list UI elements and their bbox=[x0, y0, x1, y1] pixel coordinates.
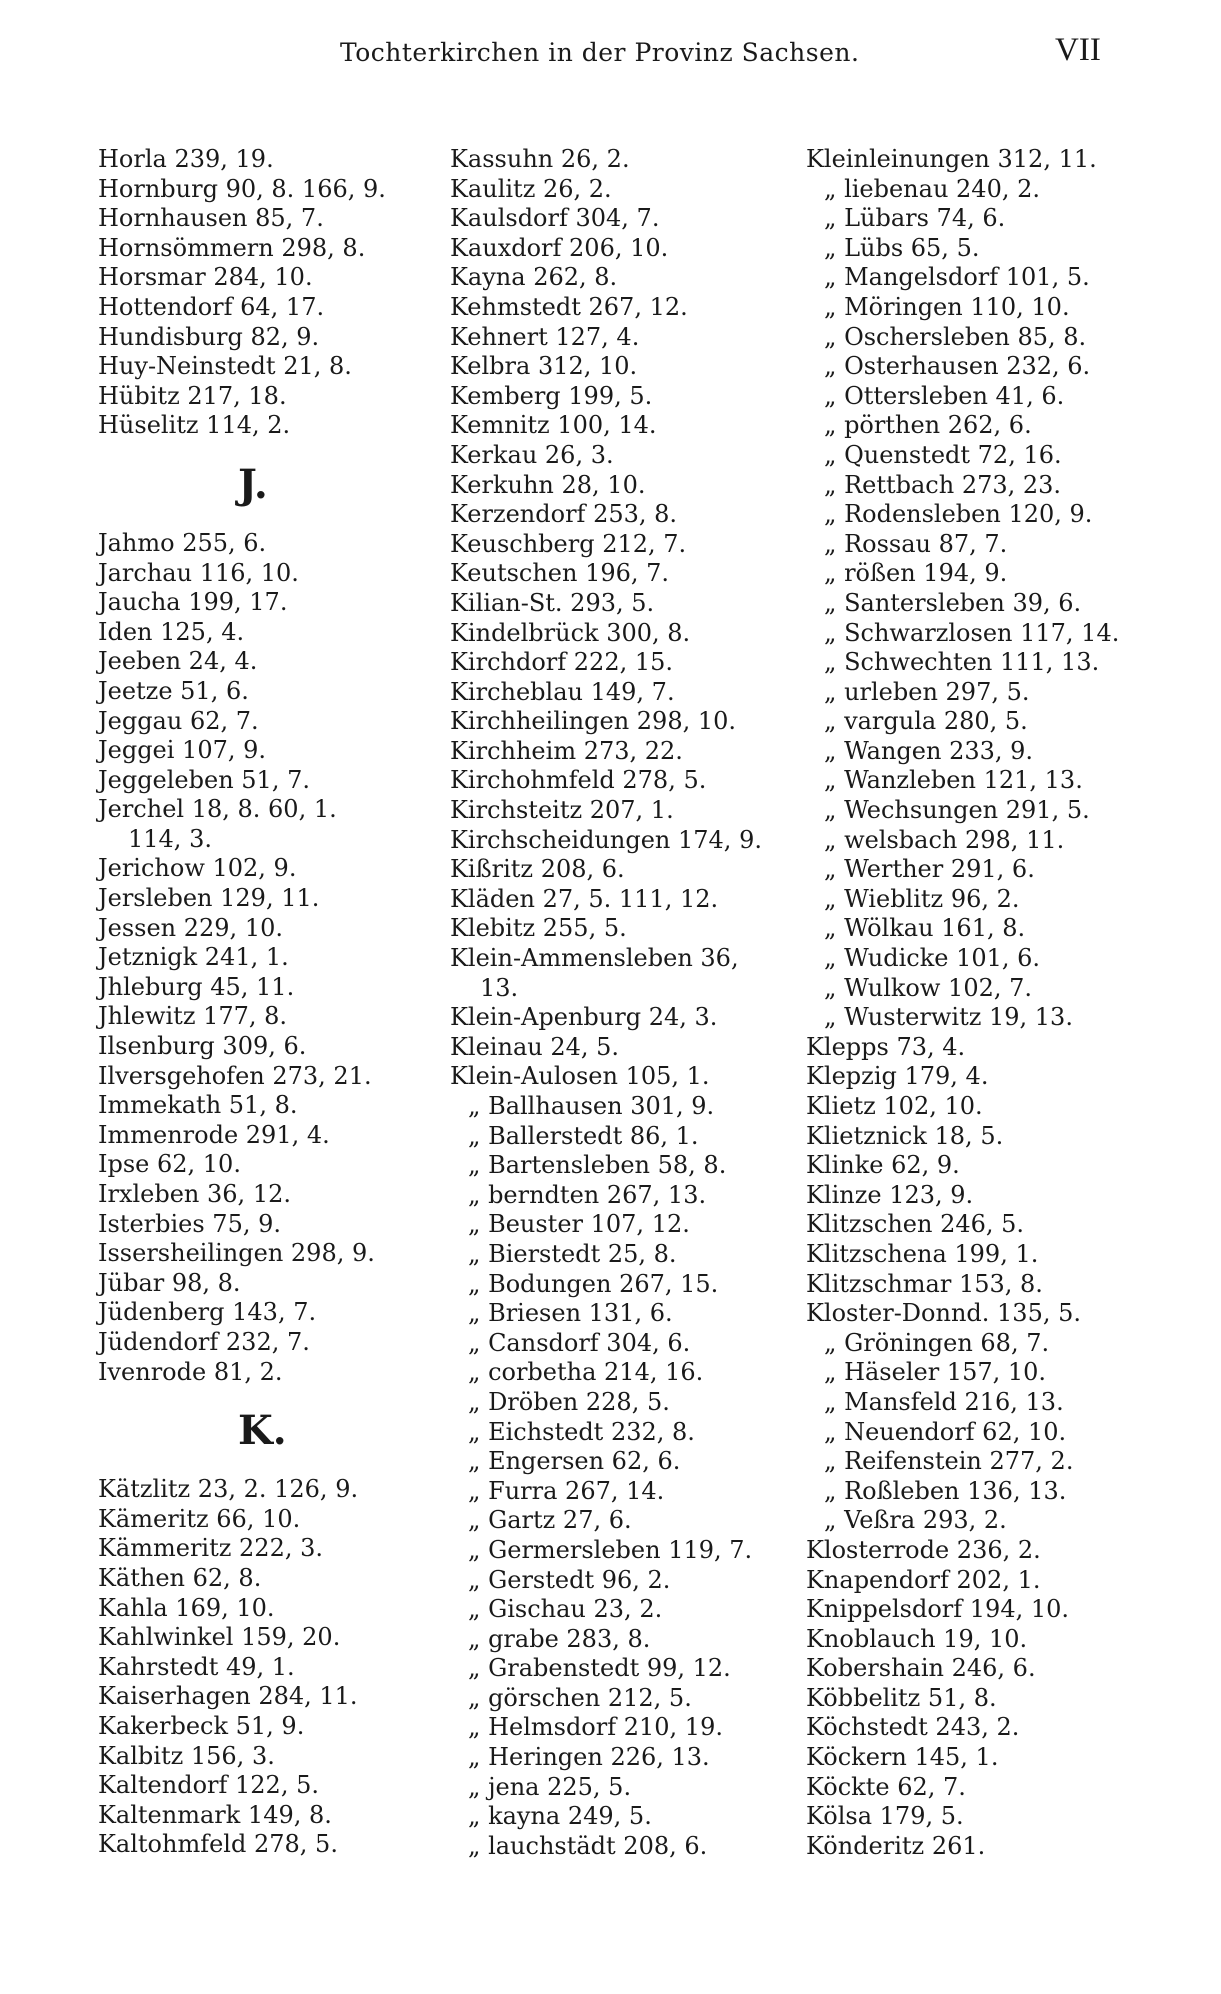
index-entry: Klebitz 255, 5. bbox=[450, 914, 627, 943]
index-subentry: „ Gartz 27, 6. bbox=[468, 1506, 632, 1535]
index-entry: Jersleben 129, 11. bbox=[98, 884, 320, 913]
index-subentry: „ Germersleben 119, 7. bbox=[468, 1535, 753, 1564]
index-entry: Könderitz 261. bbox=[806, 1831, 986, 1860]
index-entry: Kehnert 127, 4. bbox=[450, 322, 640, 351]
index-entry: Immenrode 291, 4. bbox=[98, 1120, 330, 1149]
index-entry: Käthen 62, 8. bbox=[98, 1563, 262, 1592]
index-entry: Horla 239, 19. bbox=[98, 145, 274, 173]
index-entry: Kirchheilingen 298, 10. bbox=[450, 707, 737, 736]
index-subentry: „ Beuster 107, 12. bbox=[468, 1210, 690, 1239]
index-subentry: „ Dröben 228, 5. bbox=[468, 1387, 670, 1416]
index-subentry: „ Lübars 74, 6. bbox=[824, 204, 1006, 233]
index-entry: Jüdenberg 143, 7. bbox=[98, 1298, 317, 1327]
index-subentry: „ Wangen 233, 9. bbox=[824, 736, 1034, 765]
index-entry: Kirchscheidungen 174, 9. bbox=[450, 825, 762, 854]
index-entry: Immekath 51, 8. bbox=[98, 1091, 298, 1120]
index-subentry: „ jena 225, 5. bbox=[468, 1772, 632, 1801]
index-entry: Huy-Neinstedt 21, 8. bbox=[98, 352, 352, 381]
index-entry: Kassuhn 26, 2. bbox=[450, 145, 630, 173]
index-entry: Hübitz 217, 18. bbox=[98, 381, 287, 410]
index-subentry: „ Bodungen 267, 15. bbox=[468, 1269, 719, 1298]
index-subentry: „ görschen 212, 5. bbox=[468, 1683, 692, 1712]
index-subentry: „ Lübs 65, 5. bbox=[824, 233, 980, 262]
index-entry: Kerkau 26, 3. bbox=[450, 440, 614, 469]
index-entry: Ilsenburg 309, 6. bbox=[98, 1032, 307, 1061]
index-subentry: „ Wudicke 101, 6. bbox=[824, 944, 1041, 973]
index-entry: Kätzlitz 23, 2. 126, 9. bbox=[98, 1475, 359, 1504]
index-entry: Knippelsdorf 194, 10. bbox=[806, 1595, 1070, 1624]
index-entry: Jerchel 18, 8. 60, 1. bbox=[98, 795, 337, 824]
index-entry: Hüselitz 114, 2. bbox=[98, 411, 291, 440]
index-entry: Klein-Ammensleben 36, bbox=[450, 944, 739, 973]
index-entry: Kalbitz 156, 3. bbox=[98, 1741, 275, 1770]
index-subentry: „ Möringen 110, 10. bbox=[824, 292, 1070, 321]
index-entry: Klitzschen 246, 5. bbox=[806, 1210, 1025, 1239]
index-entry: Keuschberg 212, 7. bbox=[450, 529, 687, 558]
index-subentry: „ Wulkow 102, 7. bbox=[824, 973, 1033, 1002]
index-entry: Kauxdorf 206, 10. bbox=[450, 233, 669, 262]
index-entry: Köckern 145, 1. bbox=[806, 1743, 999, 1772]
index-entry: Kißritz 208, 6. bbox=[450, 855, 625, 884]
index-entry: Kaltohmfeld 278, 5. bbox=[98, 1830, 338, 1859]
index-subentry: „ grabe 283, 8. bbox=[468, 1624, 651, 1653]
index-subentry: „ Ottersleben 41, 6. bbox=[824, 381, 1065, 410]
index-entry: Jübar 98, 8. bbox=[98, 1268, 241, 1297]
index-entry: Kahlwinkel 159, 20. bbox=[98, 1623, 341, 1652]
index-subentry: „ Ballhausen 301, 9. bbox=[468, 1092, 715, 1120]
index-entry: Klinke 62, 9. bbox=[806, 1151, 960, 1180]
index-subentry: „ welsbach 298, 11. bbox=[824, 825, 1065, 854]
index-subentry: „ Mangelsdorf 101, 5. bbox=[824, 263, 1090, 292]
index-subentry: „ Schwechten 111, 13. bbox=[824, 648, 1100, 677]
index-entry: Köbbelitz 51, 8. bbox=[806, 1683, 997, 1712]
index-subentry: „ Furra 267, 14. bbox=[468, 1476, 665, 1505]
index-entry: Kaltendorf 122, 5. bbox=[98, 1771, 319, 1800]
index-subentry: „ Gischau 23, 2. bbox=[468, 1595, 663, 1624]
index-subentry: „ Häseler 157, 10. bbox=[824, 1358, 1047, 1387]
index-entry: Jerichow 102, 9. bbox=[98, 854, 297, 883]
index-entry: Kläden 27, 5. 111, 12. bbox=[450, 884, 719, 913]
index-entry: Ilversgehofen 273, 21. bbox=[98, 1061, 372, 1090]
letter-heading: K. bbox=[238, 1407, 287, 1455]
index-entry: Kahrstedt 49, 1. bbox=[98, 1652, 295, 1681]
index-subentry: „ Osterhausen 232, 6. bbox=[824, 352, 1091, 381]
index-entry: Jeggau 62, 7. bbox=[98, 706, 259, 735]
index-entry: Jessen 229, 10. bbox=[98, 913, 283, 942]
index-subentry: „ Oschersleben 85, 8. bbox=[824, 322, 1087, 351]
index-entry: Kämeritz 66, 10. bbox=[98, 1504, 301, 1533]
index-subentry: „ kayna 249, 5. bbox=[468, 1802, 652, 1831]
index-entry: Kelbra 312, 10. bbox=[450, 352, 638, 381]
index-entry: Hornsömmern 298, 8. bbox=[98, 233, 366, 262]
index-entry: Knapendorf 202, 1. bbox=[806, 1565, 1041, 1594]
index-entry: Kirchsteitz 207, 1. bbox=[450, 796, 674, 825]
index-subentry: „ Schwarzlosen 117, 14. bbox=[824, 618, 1120, 647]
index-entry: Jahmo 255, 6. bbox=[98, 528, 267, 557]
index-entry: Klepps 73, 4. bbox=[806, 1032, 966, 1061]
index-entry: Ivenrode 81, 2. bbox=[98, 1357, 283, 1386]
index-entry: Kahla 169, 10. bbox=[98, 1593, 275, 1622]
index-entry: Jeggei 107, 9. bbox=[98, 736, 267, 765]
index-column-2 bbox=[450, 145, 810, 1861]
index-column-1 bbox=[98, 145, 438, 1860]
index-entry: Kaiserhagen 284, 11. bbox=[98, 1682, 358, 1711]
index-subentry: „ Cansdorf 304, 6. bbox=[468, 1328, 691, 1357]
index-subentry: „ Werther 291, 6. bbox=[824, 855, 1035, 884]
index-subentry: „ rößen 194, 9. bbox=[824, 559, 1008, 588]
index-entry: Kindelbrück 300, 8. bbox=[450, 618, 691, 647]
page-header bbox=[0, 32, 1221, 80]
index-entry: Kakerbeck 51, 9. bbox=[98, 1711, 305, 1740]
index-entry: Hornburg 90, 8. 166, 9. bbox=[98, 174, 386, 203]
index-entry: Kirchohmfeld 278, 5. bbox=[450, 766, 707, 795]
index-entry: Klietznick 18, 5. bbox=[806, 1121, 1004, 1150]
index-entry: Kirchdorf 222, 15. bbox=[450, 648, 674, 677]
index-subentry: „ Santersleben 39, 6. bbox=[824, 588, 1082, 617]
index-entry: Kleinleinungen 312, 11. bbox=[806, 145, 1097, 173]
index-subentry: „ Rettbach 273, 23. bbox=[824, 470, 1062, 499]
index-subentry: „ Wieblitz 96, 2. bbox=[824, 884, 1020, 913]
index-entry-continuation: 114, 3. bbox=[128, 824, 212, 853]
index-entry: Kaltenmark 149, 8. bbox=[98, 1800, 332, 1829]
index-entry: Hundisburg 82, 9. bbox=[98, 322, 320, 351]
index-subentry: „ Wölkau 161, 8. bbox=[824, 914, 1026, 943]
index-subentry: „ liebenau 240, 2. bbox=[824, 174, 1040, 203]
index-subentry: „ Reifenstein 277, 2. bbox=[824, 1447, 1074, 1476]
index-entry: Jeeben 24, 4. bbox=[98, 647, 258, 676]
index-subentry: „ urleben 297, 5. bbox=[824, 677, 1030, 706]
index-subentry: „ Bierstedt 25, 8. bbox=[468, 1239, 677, 1268]
index-entry: Jeetze 51, 6. bbox=[98, 676, 249, 705]
index-subentry: „ Engersen 62, 6. bbox=[468, 1447, 681, 1476]
letter-heading: J. bbox=[238, 460, 268, 508]
index-subentry: „ Quenstedt 72, 16. bbox=[824, 440, 1062, 469]
index-subentry: „ Gerstedt 96, 2. bbox=[468, 1565, 671, 1594]
index-entry: Jarchau 116, 10. bbox=[98, 558, 299, 587]
index-entry: Klinze 123, 9. bbox=[806, 1180, 974, 1209]
index-subentry: „ Bartensleben 58, 8. bbox=[468, 1151, 727, 1180]
index-subentry: „ lauchstädt 208, 6. bbox=[468, 1831, 708, 1860]
index-entry: Jüdendorf 232, 7. bbox=[98, 1327, 310, 1356]
index-subentry: „ corbetha 214, 16. bbox=[468, 1358, 704, 1387]
running-title: Tochterkirchen in der Provinz Sachsen. bbox=[340, 38, 860, 67]
index-subentry: „ Helmsdorf 210, 19. bbox=[468, 1713, 723, 1742]
index-subentry: „ Wusterwitz 19, 13. bbox=[824, 1003, 1073, 1032]
index-entry-continuation: 13. bbox=[480, 973, 519, 1002]
index-entry: Horsmar 284, 10. bbox=[98, 263, 313, 292]
index-column-3 bbox=[806, 145, 1186, 1861]
index-subentry: „ Mansfeld 216, 13. bbox=[824, 1387, 1064, 1416]
index-subentry: „ Briesen 131, 6. bbox=[468, 1299, 673, 1328]
index-subentry: „ Neuendorf 62, 10. bbox=[824, 1417, 1067, 1446]
index-entry: Issersheilingen 298, 9. bbox=[98, 1239, 375, 1268]
index-entry: Klosterrode 236, 2. bbox=[806, 1535, 1041, 1564]
index-subentry: „ pörthen 262, 6. bbox=[824, 411, 1032, 440]
index-entry: Klitzschena 199, 1. bbox=[806, 1239, 1039, 1268]
index-subentry: „ Grabenstedt 99, 12. bbox=[468, 1654, 731, 1683]
index-entry: Kemberg 199, 5. bbox=[450, 381, 653, 410]
index-subentry: „ Ballerstedt 86, 1. bbox=[468, 1121, 699, 1150]
index-subentry: „ berndten 267, 13. bbox=[468, 1180, 707, 1209]
index-entry: Ipse 62, 10. bbox=[98, 1150, 241, 1179]
index-subentry: „ Gröningen 68, 7. bbox=[824, 1328, 1050, 1357]
index-subentry: „ Heringen 226, 13. bbox=[468, 1743, 710, 1772]
index-entry: Klepzig 179, 4. bbox=[806, 1062, 989, 1091]
index-entry: Kehmstedt 267, 12. bbox=[450, 292, 688, 321]
index-subentry: „ Veßra 293, 2. bbox=[824, 1506, 1007, 1535]
index-entry: Klietz 102, 10. bbox=[806, 1092, 983, 1120]
index-entry: Köckte 62, 7. bbox=[806, 1772, 966, 1801]
index-entry: Kemnitz 100, 14. bbox=[450, 411, 657, 440]
index-entry: Keutschen 196, 7. bbox=[450, 559, 670, 588]
index-entry: Kämmeritz 222, 3. bbox=[98, 1534, 323, 1563]
index-entry: Kircheblau 149, 7. bbox=[450, 677, 675, 706]
index-entry: Kilian-St. 293, 5. bbox=[450, 588, 655, 617]
index-entry: Iden 125, 4. bbox=[98, 617, 245, 646]
index-entry: Kaulsdorf 304, 7. bbox=[450, 204, 660, 233]
index-entry: Kerkuhn 28, 10. bbox=[450, 470, 646, 499]
index-entry: Knoblauch 19, 10. bbox=[806, 1624, 1028, 1653]
index-entry: Jhleburg 45, 11. bbox=[98, 972, 295, 1001]
index-subentry: „ Eichstedt 232, 8. bbox=[468, 1417, 695, 1446]
index-entry: Jeggeleben 51, 7. bbox=[98, 765, 310, 794]
index-subentry: „ Wechsungen 291, 5. bbox=[824, 796, 1090, 825]
index-entry: Jetznigk 241, 1. bbox=[98, 943, 289, 972]
index-entry: Kobershain 246, 6. bbox=[806, 1654, 1036, 1683]
page-number: VII bbox=[1055, 32, 1101, 68]
index-subentry: „ vargula 280, 5. bbox=[824, 707, 1028, 736]
index-entry: Köchstedt 243, 2. bbox=[806, 1713, 1020, 1742]
index-entry: Klein-Apenburg 24, 3. bbox=[450, 1003, 718, 1032]
index-entry: Klitzschmar 153, 8. bbox=[806, 1269, 1043, 1298]
index-entry: Kleinau 24, 5. bbox=[450, 1032, 620, 1061]
index-entry: Kerzendorf 253, 8. bbox=[450, 500, 678, 529]
index-entry: Kölsa 179, 5. bbox=[806, 1802, 964, 1831]
index-entry: Kirchheim 273, 22. bbox=[450, 736, 683, 765]
index-entry: Isterbies 75, 9. bbox=[98, 1209, 281, 1238]
index-entry: Hottendorf 64, 17. bbox=[98, 292, 325, 321]
index-entry: Klein-Aulosen 105, 1. bbox=[450, 1062, 710, 1091]
index-entry: Hornhausen 85, 7. bbox=[98, 204, 324, 233]
index-entry: Kaulitz 26, 2. bbox=[450, 174, 612, 203]
index-entry: Irxleben 36, 12. bbox=[98, 1180, 291, 1208]
index-subentry: „ Roßleben 136, 13. bbox=[824, 1476, 1067, 1505]
index-entry: Jaucha 199, 17. bbox=[98, 588, 288, 617]
index-entry: Jhlewitz 177, 8. bbox=[98, 1002, 288, 1031]
index-subentry: „ Rodensleben 120, 9. bbox=[824, 500, 1093, 529]
index-subentry: „ Rossau 87, 7. bbox=[824, 529, 1008, 558]
index-entry: Kloster-Donnd. 135, 5. bbox=[806, 1299, 1081, 1328]
index-entry: Kayna 262, 8. bbox=[450, 263, 618, 292]
index-subentry: „ Wanzleben 121, 13. bbox=[824, 766, 1083, 795]
